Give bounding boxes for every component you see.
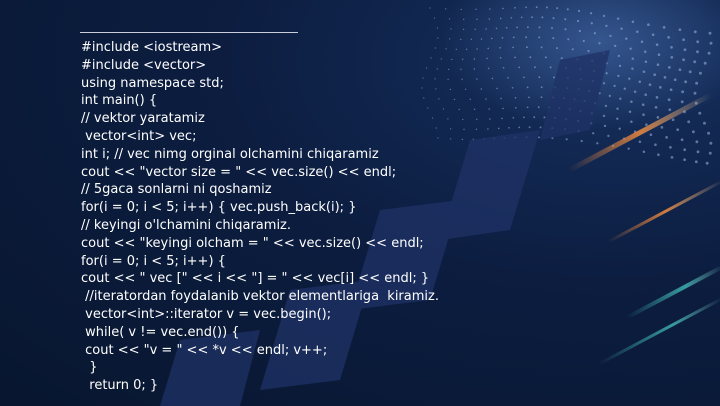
code-line: for(i = 0; i < 5; i++) { vec.push_back(i); } — [81, 200, 357, 216]
code-line: cout << " vec [" << i << "] = " << vec[i] << endl; } — [81, 271, 430, 287]
teal-streak — [625, 264, 720, 319]
code-line: #include <iostream> — [81, 40, 223, 55]
code-line: // vektor yaratamiz — [81, 111, 205, 127]
orange-streak — [607, 180, 720, 244]
code-line: #include <vector> — [81, 57, 207, 73]
code-line: int i; // vec nimg orginal olchamini chiqaramiz — [81, 146, 379, 162]
code-line: cout << "v = " << *v << endl; v++; — [81, 342, 328, 358]
code-line: return 0; } — [81, 378, 159, 394]
code-line: cout << "vector size = " << vec.size() << endl; — [81, 164, 397, 180]
code-line: using namespace std; — [81, 75, 224, 91]
code-block — [81, 39, 439, 395]
code-line: //iteratordan foydalanib vektor elementlariga kiramiz. — [81, 289, 439, 305]
title-divider — [80, 32, 298, 33]
code-line: } — [81, 360, 98, 376]
code-line: int main() { — [81, 93, 158, 109]
code-line: vector<int> vec; — [81, 128, 197, 144]
code-line: vector<int>::iterator v = vec.begin(); — [81, 306, 332, 322]
code-line: // keyingi o'lchamini chiqaramiz. — [81, 217, 292, 233]
code-line: cout << "keyingi olcham = " << vec.size() << endl; — [81, 235, 424, 251]
code-line: for(i = 0; i < 5; i++) { — [81, 253, 226, 269]
code-line: while( v != vec.end()) { — [81, 324, 240, 340]
teal-streak — [598, 297, 720, 365]
code-line: // 5gaca sonlarni ni qoshamiz — [81, 182, 272, 198]
